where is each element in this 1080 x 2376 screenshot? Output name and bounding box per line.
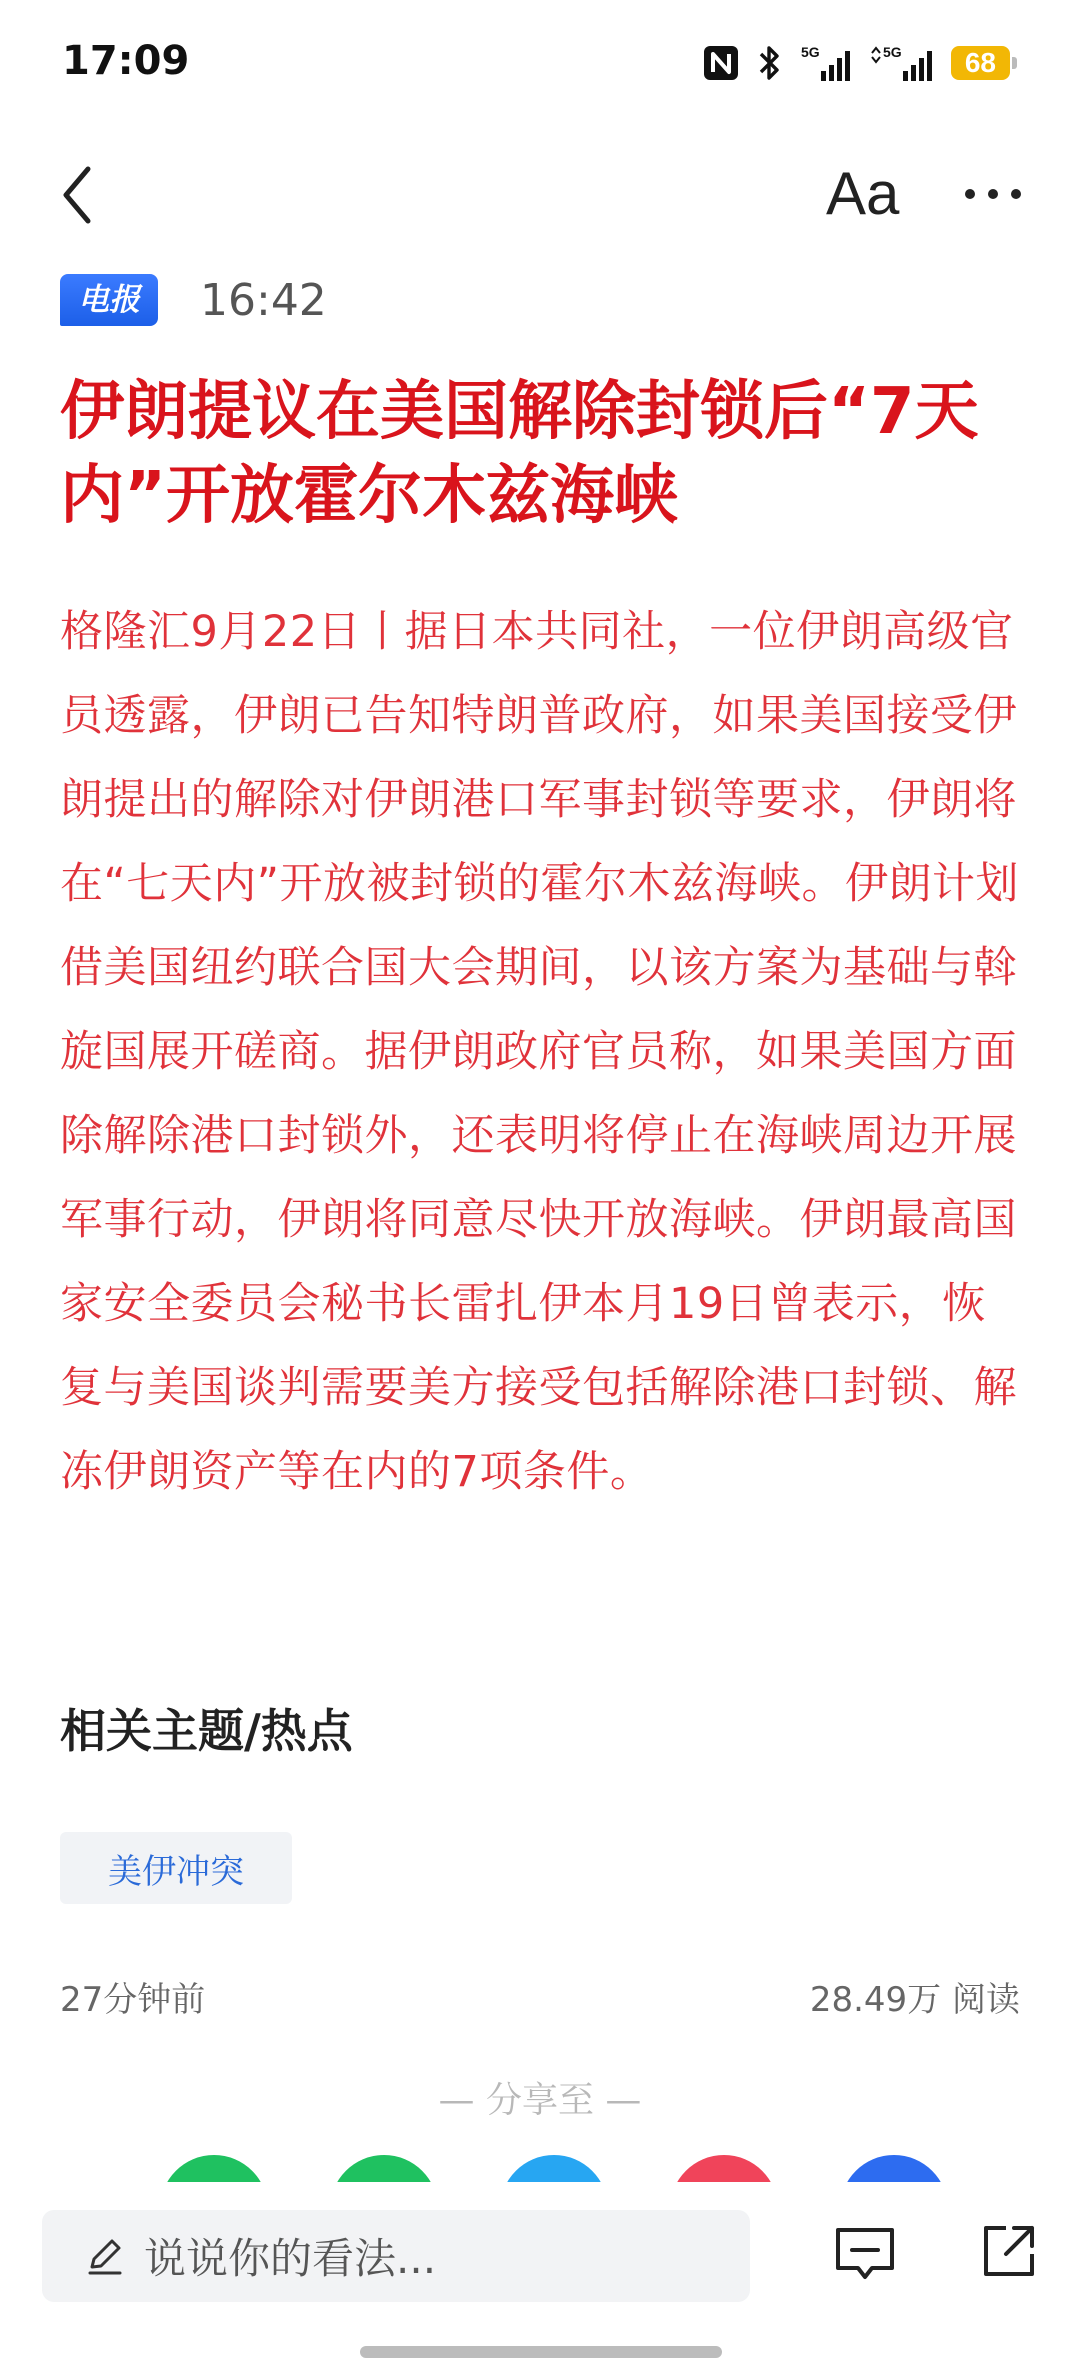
telegraph-badge: 电报: [60, 274, 158, 326]
related-heading: 相关主题/热点: [60, 1704, 353, 1758]
chevron-left-icon: [52, 159, 112, 229]
battery-indicator: 68: [951, 46, 1010, 80]
article-meta: [60, 272, 327, 328]
more-button[interactable]: [958, 169, 1028, 219]
comment-placeholder: 说说你的看法...: [144, 2234, 437, 2283]
share-button[interactable]: [976, 2218, 1042, 2284]
status-time: 17:09: [62, 38, 190, 84]
published-ago: 27分钟前: [60, 1980, 206, 2020]
back-button[interactable]: [52, 159, 112, 229]
comment-input[interactable]: [42, 2210, 750, 2302]
share-label: — 分享至 —: [438, 2080, 642, 2121]
home-indicator[interactable]: [360, 2346, 722, 2358]
font-size-button[interactable]: Aa: [826, 160, 900, 227]
read-count: 28.49万 阅读: [809, 1980, 1020, 2020]
bluetooth-icon: [757, 43, 783, 83]
article-body: 格隆汇9月22日丨据日本共同社，一位伊朗高级官员透露，伊朗已告知特朗普政府，如果美国接受伊朗提出的解除对伊朗港口军事封锁等要求，伊朗将在“七天内”开放被封锁的霍尔木兹海峡。伊朗计划借美国纽约联合国大会期间，以该方案为基础与斡旋国展开磋商。据伊朗政府官员称，如果美国方面除解除港口封锁外，还表明将停止在海峡周边开展军事行动，伊朗将同意尽快开放海峡。伊朗最高国家安全委员会秘书长雷扎伊本月19日曾表示，恢复与美国谈判需要美方接受包括解除港口封锁、解冻伊朗资产等在内的7项条件。: [60, 607, 1020, 1497]
comment-icon: [832, 2222, 898, 2288]
signal-5g-label: 5G: [800, 44, 820, 60]
nfc-icon: [703, 45, 739, 81]
signal-5g-label: 5G: [882, 44, 902, 60]
topic-chip[interactable]: 美伊冲突: [60, 1832, 292, 1904]
status-bar: [0, 0, 1080, 130]
pen-icon: [82, 2233, 128, 2279]
bottom-bar: [0, 2182, 1080, 2376]
signal-5g-icon: [801, 43, 851, 83]
nav-bar: [0, 145, 1080, 245]
comments-button[interactable]: [832, 2222, 898, 2288]
status-icons: [703, 40, 1010, 86]
more-dots-icon: [958, 169, 1028, 219]
signal-5g-icon: [869, 43, 933, 83]
share-icon: [976, 2218, 1042, 2284]
article-title: 伊朗提议在美国解除封锁后“7天内”开放霍尔木兹海峡: [60, 375, 979, 533]
article-time: 16:42: [200, 274, 327, 326]
